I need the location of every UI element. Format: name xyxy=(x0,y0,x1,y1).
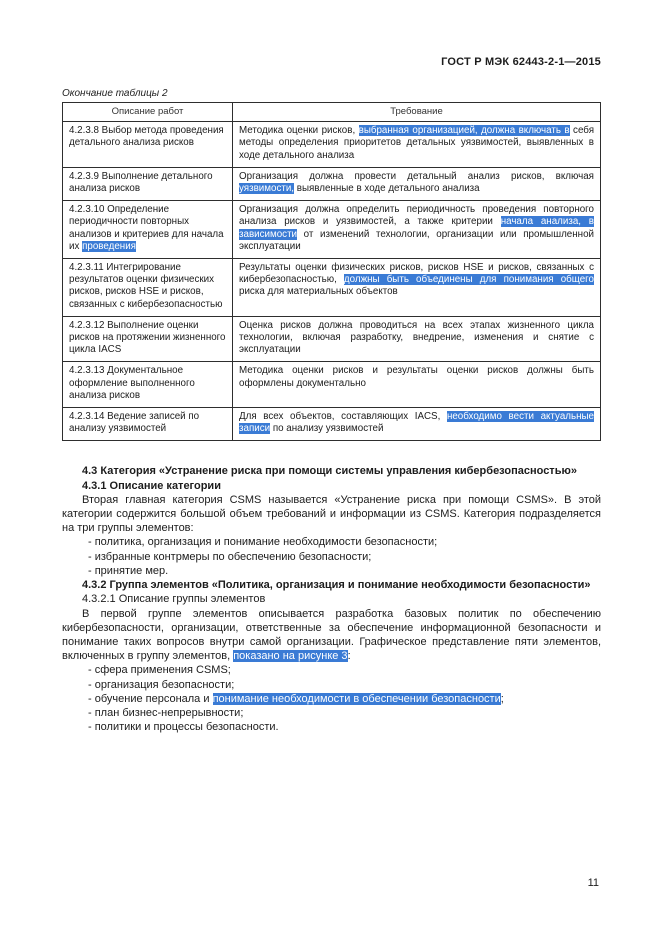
work-description-cell: 4.2.3.10 Определение периодичности повторных анализов и критериев для начала их проведения xyxy=(63,201,233,259)
list-item: - обучение персонала и понимание необходимости в обеспечении безопасности; xyxy=(88,692,504,705)
selection-highlight: проведения xyxy=(82,240,136,252)
selection-highlight: показано на рисунке 3 xyxy=(233,650,348,663)
list-item: - принятие мер. xyxy=(88,564,169,577)
requirement-cell: Результаты оценки физических рисков, рисков HSE и рисков, связанных с кибербезопасностью, должны быть объединены для понимания общего риска для материальных объектов xyxy=(233,259,601,317)
table-header-row xyxy=(63,103,601,122)
requirements-table xyxy=(62,102,601,441)
body-text xyxy=(62,464,601,734)
table-body xyxy=(63,122,601,441)
work-description-cell: 4.2.3.11 Интегрирование результатов оценки физических рисков, рисков HSE и рисков, связанных с кибербезопасностью xyxy=(63,259,233,317)
paragraph: 4.3.2.1 Описание группы элементов xyxy=(82,593,266,606)
doc-code-header: ГОСТ Р МЭК 62443-2-1—2015 xyxy=(441,56,601,68)
requirement-cell: Для всех объектов, составляющих IACS, необходимо вести актуальные записи по анализу уязвимостей xyxy=(233,408,601,441)
table-row xyxy=(63,316,601,362)
selection-highlight: понимание необходимости в обеспечении безопасности xyxy=(212,692,501,705)
paragraph: Вторая главная категория CSMS называется «Устранение риска при помощи CSMS». В этой категории содержится большой объем требований и информации из CSMS. Категория подразделяется на три группы элементов: xyxy=(62,493,601,535)
page-number: 11 xyxy=(587,877,599,889)
work-description-cell: 4.2.3.12 Выполнение оценки рисков на протяжении жизненного цикла IACS xyxy=(63,316,233,362)
requirement-cell: Методика оценки рисков, выбранная организацией, должна включать в себя методы определения приоритетов детальных уязвимостей, выявленных в ходе детального анализа xyxy=(233,122,601,168)
table-caption: Окончание таблицы 2 xyxy=(62,88,168,99)
requirement-cell: Организация должна провести детальный анализ рисков, включая уязвимости, выявленные в ходе детального анализа xyxy=(233,167,601,200)
list-item: - политика, организация и понимание необходимости безопасности; xyxy=(88,536,438,549)
list-item: - план бизнес-непрерывности; xyxy=(88,706,244,719)
paragraph: В первой группе элементов описывается разработка базовых политик по обеспечению кибербезопасности, организации, ответственные за обеспечение информационной безопасности и понимание таких вопросов внутри самой организации. Графическое представление пяти элементов, включенных в группу элементов, показано на рисунке 3: xyxy=(62,607,601,663)
table-row xyxy=(63,167,601,200)
selection-highlight: должны быть объединены для понимания общего xyxy=(343,274,594,286)
work-description-cell: 4.2.3.13 Документальное оформление выполненного анализа рисков xyxy=(63,362,233,408)
section-heading: 4.3.2 Группа элементов «Политика, организация и понимание необходимости безопасности» xyxy=(82,579,591,592)
section-heading: 4.3.1 Описание категории xyxy=(82,479,221,492)
requirement-cell: Оценка рисков должна проводиться на всех этапах жизненного цикла технологии, включая разработку, внедрение, изменения и снятие с эксплуатации xyxy=(233,316,601,362)
work-description-cell: 4.2.3.8 Выбор метода проведения детального анализа рисков xyxy=(63,122,233,168)
work-description-cell: 4.2.3.9 Выполнение детального анализа рисков xyxy=(63,167,233,200)
table-row xyxy=(63,362,601,408)
table-row xyxy=(63,201,601,259)
list-item: - политики и процессы безопасности. xyxy=(88,721,279,734)
list-item: - сфера применения CSMS; xyxy=(88,664,231,677)
requirement-cell: Методика оценки рисков и результаты оценки рисков должны быть оформлены документально xyxy=(233,362,601,408)
list-item: - организация безопасности; xyxy=(88,678,235,691)
selection-highlight: необходимо вести актуальные записи xyxy=(239,411,594,435)
requirement-cell: Организация должна определить периодичность проведения повторного анализа рисков и уязвимостей, а также критерии начала анализа, в зависимости от изменений технологии, организации или промышленной эксплуатации xyxy=(233,201,601,259)
selection-highlight: выбранная организацией, должна включать в xyxy=(358,125,570,137)
column-header-requirement: Требование xyxy=(233,103,601,122)
list-item: - избранные контрмеры по обеспечению безопасности; xyxy=(88,550,372,563)
table-row xyxy=(63,259,601,317)
table-row xyxy=(63,408,601,441)
column-header-work: Описание работ xyxy=(63,103,233,122)
section-heading: 4.3 Категория «Устранение риска при помощи системы управления кибербезопасностью» xyxy=(82,465,577,478)
selection-highlight: начала анализа, в зависимости xyxy=(239,216,594,240)
table-row xyxy=(63,122,601,168)
work-description-cell: 4.2.3.14 Ведение записей по анализу уязвимостей xyxy=(63,408,233,441)
selection-highlight: уязвимости, xyxy=(239,183,295,195)
